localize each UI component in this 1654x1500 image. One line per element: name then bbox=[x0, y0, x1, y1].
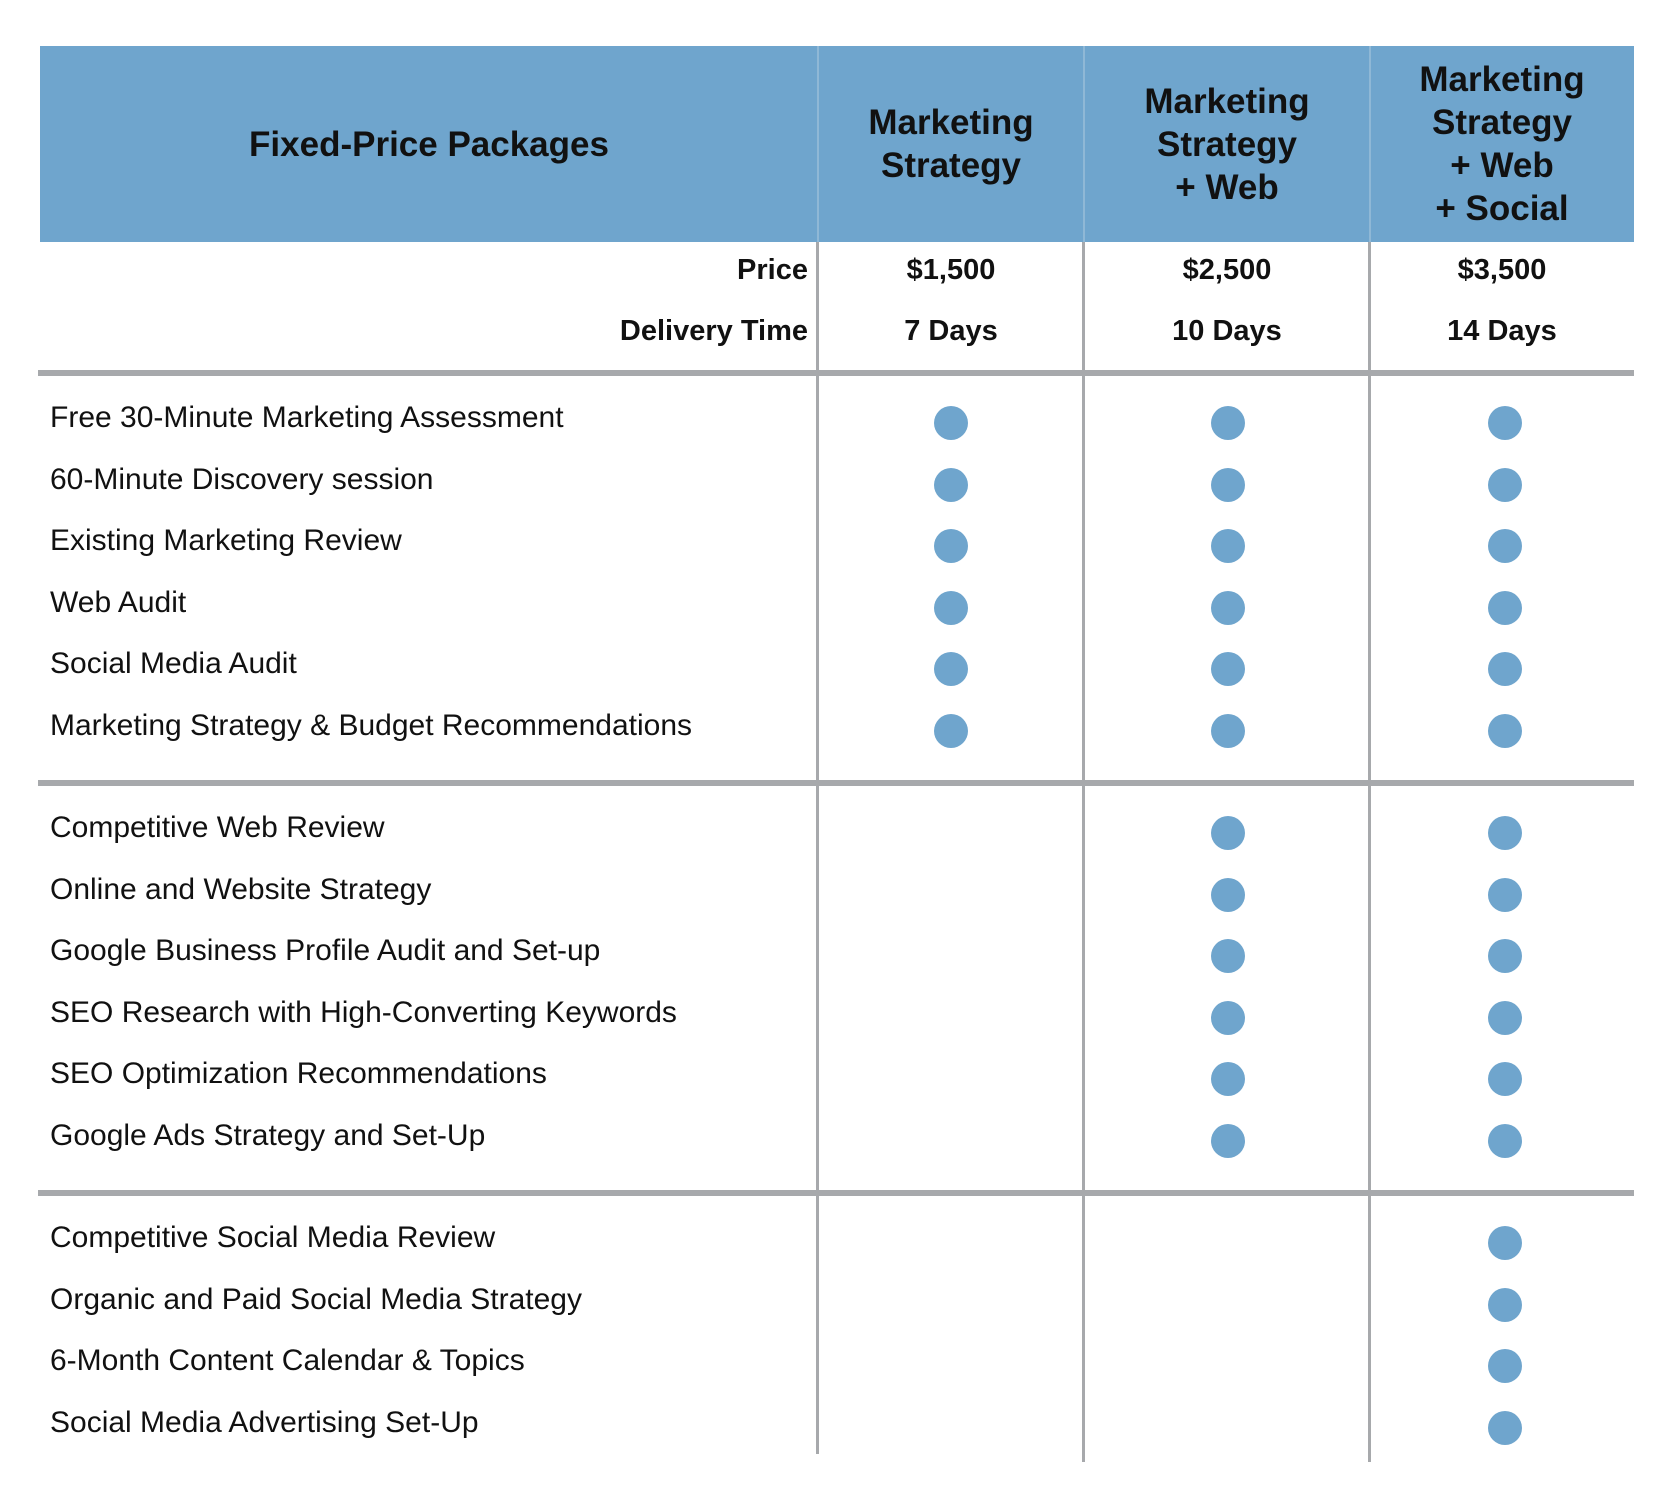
feature-label: Social Media Audit bbox=[50, 647, 297, 680]
included-dot-icon bbox=[1488, 529, 1522, 563]
package-name-marketing-strategy: Marketing Strategy bbox=[868, 103, 1034, 185]
included-dot-icon bbox=[1488, 1411, 1522, 1445]
feature-label: SEO Research with High-Converting Keywords bbox=[50, 995, 677, 1029]
included-dot-icon bbox=[1488, 1288, 1522, 1322]
group-separator bbox=[38, 1190, 1634, 1196]
included-dot-icon bbox=[1488, 1349, 1522, 1383]
package-name-strategy-web: Marketing Strategy + Web bbox=[1144, 81, 1310, 207]
group-separator bbox=[38, 370, 1634, 376]
table-title: Fixed-Price Packages bbox=[249, 124, 609, 164]
included-dot-icon bbox=[1211, 529, 1245, 563]
feature-label: Competitive Social Media Review bbox=[50, 1221, 496, 1254]
included-dot-icon bbox=[1211, 406, 1245, 440]
included-dot-icon bbox=[934, 591, 968, 625]
feature-label: Google Business Profile Audit and Set-up bbox=[50, 934, 601, 967]
included-dot-icon bbox=[1488, 406, 1522, 440]
included-dot-icon bbox=[934, 468, 968, 502]
included-dot-icon bbox=[1211, 591, 1245, 625]
included-dot-icon bbox=[1211, 1001, 1245, 1035]
included-dot-icon bbox=[1211, 468, 1245, 502]
feature-label: Google Ads Strategy and Set-Up bbox=[50, 1118, 486, 1152]
table-header bbox=[40, 46, 1634, 242]
feature-label: Existing Marketing Review bbox=[50, 524, 402, 557]
feature-label: SEO Optimization Recommendations bbox=[50, 1057, 547, 1090]
feature-label: Competitive Web Review bbox=[50, 811, 385, 844]
included-dot-icon bbox=[1211, 816, 1245, 850]
feature-label: Web Audit bbox=[50, 585, 187, 619]
column-divider bbox=[816, 242, 819, 1454]
feature-label: Free 30-Minute Marketing Assessment bbox=[50, 401, 564, 434]
included-dot-icon bbox=[1488, 1001, 1522, 1035]
included-dot-icon bbox=[1488, 468, 1522, 502]
included-dot-icon bbox=[934, 714, 968, 748]
included-dot-icon bbox=[934, 406, 968, 440]
included-dot-icon bbox=[1211, 939, 1245, 973]
feature-label: 6-Month Content Calendar & Topics bbox=[50, 1344, 525, 1377]
included-dot-icon bbox=[1488, 591, 1522, 625]
price-label: Price bbox=[737, 254, 808, 286]
included-dot-icon bbox=[1488, 1062, 1522, 1096]
delivery-value: 14 Days bbox=[1447, 315, 1557, 347]
feature-label: Marketing Strategy & Budget Recommendations bbox=[50, 708, 692, 742]
included-dot-icon bbox=[1488, 878, 1522, 912]
column-divider bbox=[1368, 242, 1371, 1462]
feature-label: Online and Website Strategy bbox=[50, 872, 432, 906]
delivery-value: 7 Days bbox=[904, 315, 998, 347]
included-dot-icon bbox=[1488, 714, 1522, 748]
price-value: $1,500 bbox=[906, 254, 996, 286]
delivery-value: 10 Days bbox=[1172, 315, 1282, 347]
included-dot-icon bbox=[1488, 1124, 1522, 1158]
included-dot-icon bbox=[1211, 714, 1245, 748]
included-dot-icon bbox=[934, 652, 968, 686]
included-dot-icon bbox=[1211, 1124, 1245, 1158]
column-divider bbox=[1082, 242, 1085, 1462]
included-dot-icon bbox=[1488, 652, 1522, 686]
included-dot-icon bbox=[1211, 652, 1245, 686]
feature-label: Social Media Advertising Set-Up bbox=[50, 1405, 479, 1439]
package-name-strategy-web-social: Marketing Strategy + Web + Social bbox=[1419, 60, 1585, 228]
included-dot-icon bbox=[1488, 816, 1522, 850]
feature-label: Organic and Paid Social Media Strategy bbox=[50, 1282, 582, 1316]
included-dot-icon bbox=[1211, 878, 1245, 912]
included-dot-icon bbox=[934, 529, 968, 563]
price-value: $3,500 bbox=[1457, 254, 1547, 286]
delivery-time-label: Delivery Time bbox=[619, 315, 808, 347]
included-dot-icon bbox=[1211, 1062, 1245, 1096]
group-separator bbox=[38, 780, 1634, 786]
included-dot-icon bbox=[1488, 939, 1522, 973]
price-value: $2,500 bbox=[1182, 254, 1272, 286]
included-dot-icon bbox=[1488, 1226, 1522, 1260]
feature-label: 60-Minute Discovery session bbox=[50, 462, 434, 496]
